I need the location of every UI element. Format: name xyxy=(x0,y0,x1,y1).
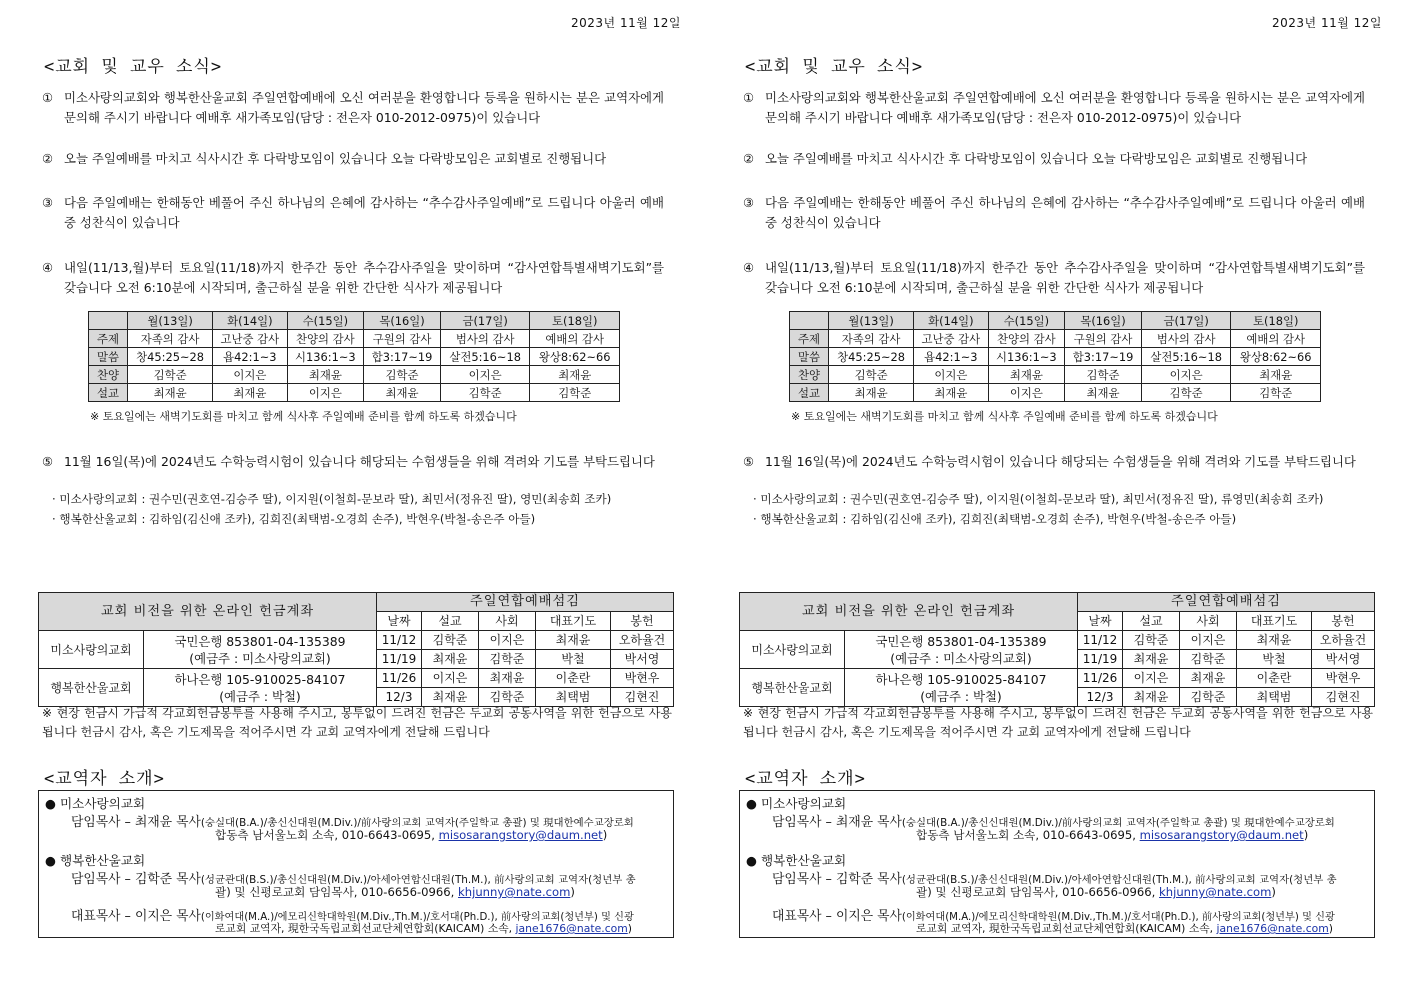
table-cell: 이지은 xyxy=(1180,631,1237,650)
table-header-row xyxy=(790,312,1321,330)
day-header: 목(16일) xyxy=(364,312,441,330)
intro-section-title: <교역자 소개> xyxy=(745,769,866,789)
row-label: 찬양 xyxy=(790,366,829,384)
table-cell: 김학준 xyxy=(479,650,536,669)
service-header: 사회 xyxy=(1180,612,1237,631)
account-holder: (예금주 : 미소사랑의교회) xyxy=(189,650,331,666)
table-corner-cell xyxy=(790,312,829,330)
intro-section-title: <교역자 소개> xyxy=(44,769,165,789)
news-item-2 xyxy=(743,149,1365,169)
table-cell: 고난중 감사 xyxy=(213,330,287,348)
table-cell: 최택범 xyxy=(536,688,611,707)
table-cell: 김학준 xyxy=(364,366,441,384)
table-cell: 합3:17~19 xyxy=(1065,348,1142,366)
table-cell: 구원의 감사 xyxy=(364,330,441,348)
offering-note: ※ 현장 헌금시 가급적 각교회헌금봉투를 사용해 주시고, 봉투없이 드려진 헌금은 두교회 공동사역을 위한 헌금으로 사용됩니다 헌금시 감사, 혹은 기도제목을 적어주시면 각 교회 교역자에게 전달해 드립니다 xyxy=(743,706,1373,739)
table-cell: 최재윤 xyxy=(1065,384,1142,402)
pastor-email-link[interactable]: khjunny@nate.com xyxy=(1159,885,1272,899)
table-cell: 박서영 xyxy=(1312,650,1375,669)
day-header: 토(18일) xyxy=(1231,312,1321,330)
table-cell: 구원의 감사 xyxy=(1065,330,1142,348)
table-cell: 시136:1~3 xyxy=(287,348,364,366)
table-cell: 이춘란 xyxy=(536,669,611,688)
table-cell: 김학준 xyxy=(1123,631,1180,650)
church-name: 미소사랑의교회 xyxy=(740,631,845,669)
service-header: 설교 xyxy=(422,612,479,631)
pastor-email-link[interactable]: khjunny@nate.com xyxy=(458,885,571,899)
row-label: 말씀 xyxy=(89,348,128,366)
pastor-career-cont: 괄) 및 신평로교회 담임목사, 010-6656-0966, xyxy=(916,885,1160,899)
table-cell: 김학준 xyxy=(1231,384,1321,402)
table-cell: 예배의 감사 xyxy=(1231,330,1321,348)
table-cell: 최재윤 xyxy=(479,669,536,688)
pastor-email-link[interactable]: jane1676@nate.com xyxy=(515,922,628,935)
offering-service-table xyxy=(38,592,674,707)
day-header: 금(17일) xyxy=(440,312,530,330)
table-header-row xyxy=(89,312,620,330)
pastor-title: 담임목사 – 김학준 목사 xyxy=(772,872,902,887)
pastor-line xyxy=(215,827,607,843)
table-row xyxy=(89,330,620,348)
news-item-5 xyxy=(42,452,664,472)
news-item-5 xyxy=(743,452,1365,472)
table-cell: 최재윤 xyxy=(914,384,988,402)
bulletin-page-right xyxy=(739,0,1382,992)
pastor-line xyxy=(215,921,632,936)
table-corner-cell xyxy=(89,312,128,330)
table-cell: 합3:17~19 xyxy=(364,348,441,366)
day-header: 금(17일) xyxy=(1141,312,1231,330)
church-heading: ● 행복한산울교회 xyxy=(45,853,146,868)
service-header: 사회 xyxy=(479,612,536,631)
table-row xyxy=(790,348,1321,366)
offering-note: ※ 현장 헌금시 가급적 각교회헌금봉투를 사용해 주시고, 봉투없이 드려진 헌금은 두교회 공동사역을 위한 헌금으로 사용됩니다 헌금시 감사, 혹은 기도제목을 적어주시면 각 교회 교역자에게 전달해 드립니다 xyxy=(42,706,672,739)
table-cell: 시136:1~3 xyxy=(988,348,1065,366)
closing-paren: ) xyxy=(602,828,608,842)
students-sanul: · 행복한산울교회 : 김하임(김신애 조카), 김희진(최택범-오경희 손주), 박현우(박철-송은주 아들) xyxy=(753,512,1237,526)
table-cell: 자족의 감사 xyxy=(128,330,213,348)
pastor-line xyxy=(916,884,1276,900)
bank-account xyxy=(144,669,377,707)
offering-service-table xyxy=(739,592,1375,707)
bank-account xyxy=(144,631,377,669)
day-header: 월(13일) xyxy=(829,312,914,330)
table-cell: 12/3 xyxy=(1078,688,1123,707)
table-cell: 이지은 xyxy=(988,384,1065,402)
table-cell: 김학준 xyxy=(1180,688,1237,707)
table-cell: 이지은 xyxy=(479,631,536,650)
pastor-line xyxy=(215,884,575,900)
closing-paren: ) xyxy=(570,885,575,899)
service-header: 봉헌 xyxy=(611,612,674,631)
students-sanul: · 행복한산울교회 : 김하임(김신애 조카), 김희진(최택범-오경희 손주), 박현우(박철-송은주 아들) xyxy=(52,512,536,526)
pastor-title: 대표목사 – 이지은 목사 xyxy=(772,909,902,924)
pastor-intro-box xyxy=(739,790,1375,938)
page-date: 2023년 11월 12일 xyxy=(571,16,681,30)
table-cell: 최재윤 xyxy=(287,366,364,384)
table-cell: 오하율건 xyxy=(1312,631,1375,650)
table-cell: 최재윤 xyxy=(829,384,914,402)
schedule-note: ※ 토요일에는 새벽기도회를 마치고 함께 식사후 주일예배 준비를 함께 하도록 하겠습니다 xyxy=(791,410,1218,423)
table-cell: 이지은 xyxy=(1123,669,1180,688)
students-miso: · 미소사랑의교회 : 권수민(권호연-김승주 딸), 이지원(이철희-문보라 딸), 최민서(정유진 딸), 류영민(최송희 조카) xyxy=(753,492,1324,506)
row-label: 주제 xyxy=(89,330,128,348)
pastor-title: 담임목사 – 최재윤 목사 xyxy=(71,815,201,830)
table-cell: 최재윤 xyxy=(1231,366,1321,384)
pastor-intro-box xyxy=(38,790,674,938)
pastor-career: (이화여대(M.A.)/에모리신학대학원(M.Div.,Th.M.)/호서대(Ph.D.), 前사랑의교회(청년부) 및 신광 xyxy=(200,912,634,923)
table-row xyxy=(790,330,1321,348)
dawn-prayer-schedule-table xyxy=(88,311,620,402)
service-title: 주일연합예배섬김 xyxy=(377,593,674,612)
table-cell: 11/12 xyxy=(377,631,422,650)
table-header-row xyxy=(39,593,674,612)
table-cell: 최재윤 xyxy=(536,631,611,650)
news-item-3 xyxy=(743,193,1365,233)
news-item-1 xyxy=(42,88,664,128)
bulletin-page-left xyxy=(38,0,681,992)
table-cell: 오하율건 xyxy=(611,631,674,650)
account-holder: (예금주 : 미소사랑의교회) xyxy=(890,650,1032,666)
table-cell: 박현우 xyxy=(1312,669,1375,688)
table-cell: 창45:25~28 xyxy=(829,348,914,366)
news-item-number: ② xyxy=(42,151,54,166)
church-heading: ● 행복한산울교회 xyxy=(746,853,847,868)
pastor-career: (성균관대(B.S.)/총신신대원(M.Div.)/아세아연합신대원(Th.M.), 前사랑의교회 교역자(청년부 총 xyxy=(901,874,1337,886)
dawn-prayer-schedule-table xyxy=(789,311,1321,402)
table-cell: 최재윤 xyxy=(213,384,287,402)
table-cell: 11/26 xyxy=(377,669,422,688)
news-item-text: 미소사랑의교회와 행복한산울교회 주일연합예배에 오신 여러분을 환영합니다 등록을 원하시는 분은 교역자에게 문의해 주시기 바랍니다 예배후 새가족모임(담당 : 전은자 010-2012-0975)이 있습니다 xyxy=(765,90,1365,125)
table-cell: 김학준 xyxy=(1141,384,1231,402)
table-cell: 살전5:16~18 xyxy=(440,348,530,366)
table-cell: 이지은 xyxy=(213,366,287,384)
table-cell: 욥42:1~3 xyxy=(213,348,287,366)
bank-account xyxy=(845,631,1078,669)
pastor-line xyxy=(916,921,1333,936)
row-label: 주제 xyxy=(790,330,829,348)
table-cell: 12/3 xyxy=(377,688,422,707)
row-label: 설교 xyxy=(89,384,128,402)
news-item-text: 오늘 주일예배를 마치고 식사시간 후 다락방모임이 있습니다 오늘 다락방모임은 교회별로 진행됩니다 xyxy=(765,151,1308,166)
pastor-career: (숭실대(B.A.)/총신신대원(M.Div.)/前사랑의교회 교역자(주일학교 총괄) 및 現대한예수교장로회 xyxy=(200,817,634,829)
table-cell: 창45:25~28 xyxy=(128,348,213,366)
closing-paren: ) xyxy=(1303,828,1309,842)
pastor-title: 담임목사 – 김학준 목사 xyxy=(71,872,201,887)
table-cell: 이지은 xyxy=(287,384,364,402)
table-cell: 최재윤 xyxy=(1123,650,1180,669)
table-cell: 박현우 xyxy=(611,669,674,688)
pastor-email-link[interactable]: misosarangstory@daum.net xyxy=(1139,828,1304,842)
schedule-note: ※ 토요일에는 새벽기도회를 마치고 함께 식사후 주일예배 준비를 함께 하도록 하겠습니다 xyxy=(90,410,517,423)
table-cell: 최재윤 xyxy=(1123,688,1180,707)
offering-accounts-title: 교회 비전을 위한 온라인 헌금계좌 xyxy=(39,593,377,631)
account-number: 국민은행 853801-04-135389 xyxy=(174,633,346,649)
news-item-text: 11월 16일(목)에 2024년도 수학능력시험이 있습니다 해당되는 수험생들을 위해 격려와 기도를 부탁드립니다 xyxy=(64,454,655,469)
day-header: 토(18일) xyxy=(530,312,620,330)
table-cell: 최택범 xyxy=(1237,688,1312,707)
pastor-title: 담임목사 – 최재윤 목사 xyxy=(772,815,902,830)
table-cell: 이지은 xyxy=(440,366,530,384)
day-header: 화(14일) xyxy=(213,312,287,330)
service-header: 대표기도 xyxy=(536,612,611,631)
news-item-number: ① xyxy=(42,90,54,105)
row-label: 말씀 xyxy=(790,348,829,366)
news-item-number: ② xyxy=(743,151,755,166)
news-item-number: ① xyxy=(743,90,755,105)
news-item-text: 내일(11/13,월)부터 토요일(11/18)까지 한주간 동안 추수감사주일을 맞이하며 “감사연합특별새벽기도회”를 갖습니다 오전 6:10분에 시작되며, 출근하실 분을 위한 간단한 식사가 제공됩니다 xyxy=(64,260,664,295)
students-miso: · 미소사랑의교회 : 권수민(권호연-김승주 딸), 이지원(이철희-문보라 딸), 최민서(정유진 딸), 영민(최송희 조카) xyxy=(52,492,612,506)
service-header: 설교 xyxy=(1123,612,1180,631)
news-item-2 xyxy=(42,149,664,169)
offering-accounts-title: 교회 비전을 위한 온라인 헌금계좌 xyxy=(740,593,1078,631)
table-cell: 최재윤 xyxy=(1237,631,1312,650)
table-cell: 김학준 xyxy=(440,384,530,402)
news-item-3 xyxy=(42,193,664,233)
table-cell: 찬양의 감사 xyxy=(287,330,364,348)
news-section-title: <교회 및 교우 소식> xyxy=(745,57,924,77)
news-item-text: 11월 16일(목)에 2024년도 수학능력시험이 있습니다 해당되는 수험생들을 위해 격려와 기도를 부탁드립니다 xyxy=(765,454,1356,469)
table-cell: 김학준 xyxy=(422,631,479,650)
table-row xyxy=(89,348,620,366)
table-cell: 이지은 xyxy=(914,366,988,384)
pastor-email-link[interactable]: misosarangstory@daum.net xyxy=(438,828,603,842)
table-cell: 찬양의 감사 xyxy=(988,330,1065,348)
service-title: 주일연합예배섬김 xyxy=(1078,593,1375,612)
table-cell: 11/12 xyxy=(1078,631,1123,650)
pastor-career-cont: 로교회 교역자, 現한국독립교회선교단체연합회(KAICAM) 소속, xyxy=(916,922,1217,935)
pastor-title: 대표목사 – 이지은 목사 xyxy=(71,909,201,924)
table-cell: 박철 xyxy=(1237,650,1312,669)
news-item-text: 미소사랑의교회와 행복한산울교회 주일연합예배에 오신 여러분을 환영합니다 등록을 원하시는 분은 교역자에게 문의해 주시기 바랍니다 예배후 새가족모임(담당 : 전은자 010-2012-0975)이 있습니다 xyxy=(64,90,664,125)
news-item-number: ③ xyxy=(42,195,54,210)
pastor-career-cont: 로교회 교역자, 現한국독립교회선교단체연합회(KAICAM) 소속, xyxy=(215,922,516,935)
news-item-1 xyxy=(743,88,1365,128)
table-cell: 김학준 xyxy=(128,366,213,384)
news-item-text: 다음 주일예배는 한해동안 베풀어 주신 하나님의 은혜에 감사하는 “추수감사주일예배”로 드립니다 아울러 예배중 성찬식이 있습니다 xyxy=(765,195,1365,230)
table-row xyxy=(790,366,1321,384)
table-cell: 김학준 xyxy=(1065,366,1142,384)
pastor-career-cont: 합동측 남서울노회 소속, 010-6643-0695, xyxy=(215,828,439,842)
news-item-number: ④ xyxy=(42,260,54,275)
table-cell: 고난중 감사 xyxy=(914,330,988,348)
day-header: 월(13일) xyxy=(128,312,213,330)
account-holder: (예금주 : 박철) xyxy=(219,688,301,704)
table-cell: 김현진 xyxy=(611,688,674,707)
day-header: 목(16일) xyxy=(1065,312,1142,330)
bank-account xyxy=(845,669,1078,707)
table-cell: 최재윤 xyxy=(128,384,213,402)
closing-paren: ) xyxy=(627,922,632,935)
pastor-career: (숭실대(B.A.)/총신신대원(M.Div.)/前사랑의교회 교역자(주일학교 총괄) 및 現대한예수교장로회 xyxy=(901,817,1335,829)
table-cell: 최재윤 xyxy=(422,688,479,707)
account-number: 국민은행 853801-04-135389 xyxy=(875,633,1047,649)
news-item-text: 오늘 주일예배를 마치고 식사시간 후 다락방모임이 있습니다 오늘 다락방모임은 교회별로 진행됩니다 xyxy=(64,151,607,166)
news-item-number: ③ xyxy=(743,195,755,210)
table-row xyxy=(89,384,620,402)
day-header: 화(14일) xyxy=(914,312,988,330)
news-item-text: 다음 주일예배는 한해동안 베풀어 주신 하나님의 은혜에 감사하는 “추수감사주일예배”로 드립니다 아울러 예배중 성찬식이 있습니다 xyxy=(64,195,664,230)
pastor-career: (성균관대(B.S.)/총신신대원(M.Div.)/아세아연합신대원(Th.M.), 前사랑의교회 교역자(청년부 총 xyxy=(200,874,636,886)
table-cell: 11/19 xyxy=(1078,650,1123,669)
closing-paren: ) xyxy=(1271,885,1276,899)
account-number: 하나은행 105-910025-84107 xyxy=(174,671,346,687)
news-item-4 xyxy=(743,258,1365,298)
table-cell: 살전5:16~18 xyxy=(1141,348,1231,366)
service-header: 대표기도 xyxy=(1237,612,1312,631)
day-header: 수(15일) xyxy=(988,312,1065,330)
service-header: 날짜 xyxy=(1078,612,1123,631)
table-cell: 최재윤 xyxy=(364,384,441,402)
church-name: 미소사랑의교회 xyxy=(39,631,144,669)
table-cell: 박철 xyxy=(536,650,611,669)
table-row xyxy=(89,366,620,384)
table-cell: 이춘란 xyxy=(1237,669,1312,688)
news-item-number: ④ xyxy=(743,260,755,275)
day-header: 수(15일) xyxy=(287,312,364,330)
table-row xyxy=(740,669,1375,688)
news-item-text: 내일(11/13,월)부터 토요일(11/18)까지 한주간 동안 추수감사주일을 맞이하며 “감사연합특별새벽기도회”를 갖습니다 오전 6:10분에 시작되며, 출근하실 분을 위한 간단한 식사가 제공됩니다 xyxy=(765,260,1365,295)
news-item-number: ⑤ xyxy=(42,454,54,469)
table-cell: 박서영 xyxy=(611,650,674,669)
row-label: 찬양 xyxy=(89,366,128,384)
table-cell: 자족의 감사 xyxy=(829,330,914,348)
church-name: 행복한산울교회 xyxy=(740,669,845,707)
church-heading: ● 미소사랑의교회 xyxy=(45,796,146,811)
table-cell: 범사의 감사 xyxy=(1141,330,1231,348)
table-row xyxy=(39,631,674,650)
account-number: 하나은행 105-910025-84107 xyxy=(875,671,1047,687)
table-cell: 김학준 xyxy=(530,384,620,402)
church-name: 행복한산울교회 xyxy=(39,669,144,707)
table-cell: 김현진 xyxy=(1312,688,1375,707)
news-item-number: ⑤ xyxy=(743,454,755,469)
table-cell: 최재윤 xyxy=(988,366,1065,384)
table-cell: 범사의 감사 xyxy=(440,330,530,348)
table-row xyxy=(790,384,1321,402)
table-row xyxy=(740,631,1375,650)
table-cell: 최재윤 xyxy=(422,650,479,669)
account-holder: (예금주 : 박철) xyxy=(920,688,1002,704)
church-heading: ● 미소사랑의교회 xyxy=(746,796,847,811)
table-cell: 이지은 xyxy=(1141,366,1231,384)
table-cell: 김학준 xyxy=(479,688,536,707)
closing-paren: ) xyxy=(1328,922,1333,935)
table-cell: 최재윤 xyxy=(1180,669,1237,688)
table-cell: 욥42:1~3 xyxy=(914,348,988,366)
pastor-email-link[interactable]: jane1676@nate.com xyxy=(1216,922,1329,935)
table-cell: 김학준 xyxy=(1180,650,1237,669)
news-section-title: <교회 및 교우 소식> xyxy=(44,57,223,77)
table-cell: 11/19 xyxy=(377,650,422,669)
table-header-row xyxy=(740,593,1375,612)
pastor-career-cont: 합동측 남서울노회 소속, 010-6643-0695, xyxy=(916,828,1140,842)
table-row xyxy=(39,669,674,688)
service-header: 봉헌 xyxy=(1312,612,1375,631)
table-cell: 김학준 xyxy=(829,366,914,384)
pastor-career: (이화여대(M.A.)/에모리신학대학원(M.Div.,Th.M.)/호서대(Ph.D.), 前사랑의교회(청년부) 및 신광 xyxy=(901,912,1335,923)
table-cell: 예배의 감사 xyxy=(530,330,620,348)
table-cell: 최재윤 xyxy=(530,366,620,384)
table-cell: 이지은 xyxy=(422,669,479,688)
news-item-4 xyxy=(42,258,664,298)
table-cell: 11/26 xyxy=(1078,669,1123,688)
table-cell: 왕상8:62~66 xyxy=(530,348,620,366)
table-cell: 왕상8:62~66 xyxy=(1231,348,1321,366)
page-date: 2023년 11월 12일 xyxy=(1272,16,1382,30)
pastor-line xyxy=(916,827,1308,843)
row-label: 설교 xyxy=(790,384,829,402)
service-header: 날짜 xyxy=(377,612,422,631)
pastor-career-cont: 괄) 및 신평로교회 담임목사, 010-6656-0966, xyxy=(215,885,459,899)
